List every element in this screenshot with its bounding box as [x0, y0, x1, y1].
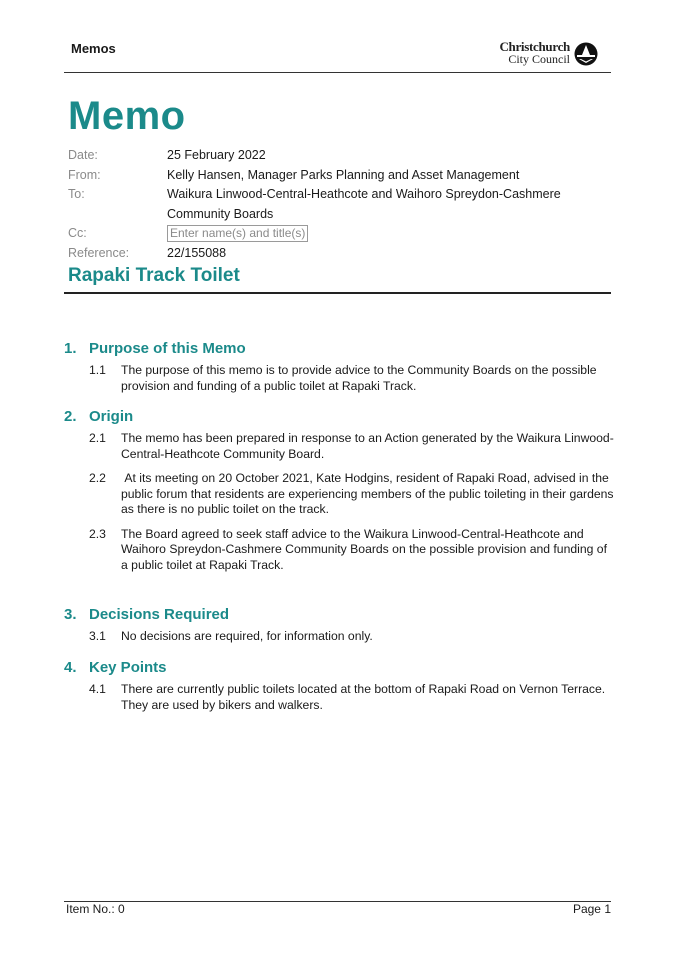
section-heading [64, 340, 614, 357]
meta-from-row [68, 166, 628, 186]
meta-date-value: 25 February 2022 [167, 148, 266, 162]
memo-subject: Rapaki Track Toilet [68, 265, 240, 286]
paragraph-text: At its meeting on 20 October 2021, Kate Hodgins, resident of Rapaki Road, advised in the public forum that residents are experiencing members of the public toileting in their gardens as there is no public toilet on the track. [121, 471, 617, 516]
paragraph-number: 2.3 [89, 526, 106, 541]
cathedral-logo-icon [574, 42, 598, 66]
paragraph-text: The purpose of this memo is to provide advice to the Community Boards on the possible provision and funding of a public toilet at Rapaki Track. [121, 363, 597, 393]
paragraph [64, 527, 614, 574]
paragraph-text: No decisions are required, for information only. [121, 629, 373, 643]
section-title: Key Points [89, 659, 167, 676]
paragraph [64, 682, 614, 713]
footer-page-number: Page 1 [572, 902, 611, 916]
logo-line-1: Christchurch [499, 39, 570, 54]
paragraph-text: There are currently public toilets located at the bottom of Rapaki Road on Vernon Terrace. They are used by bikers and walkers. [121, 682, 606, 712]
section-purpose [64, 340, 614, 394]
paragraph-number: 4.1 [89, 682, 106, 696]
meta-reference-value: 22/155088 [167, 245, 227, 260]
paragraph [64, 629, 614, 645]
meta-date-row [68, 146, 628, 166]
section-heading [64, 606, 614, 623]
section-title: Decisions Required [89, 606, 230, 623]
paragraph-text: The memo has been prepared in response to an Action generated by the Waikura Linwood-Central-Heathcote Community Board. [121, 431, 614, 461]
paragraph-number: 2.2 [89, 471, 106, 485]
paragraph-number: 3.1 [89, 629, 106, 643]
section-title: Origin [89, 408, 134, 425]
section-number: 2. [64, 408, 77, 425]
paragraph-number: 1.1 [89, 363, 106, 377]
meta-to-label: To: [68, 187, 85, 201]
section-number: 1. [64, 340, 77, 357]
section-title: Purpose of this Memo [89, 340, 246, 357]
cc-field[interactable]: Enter name(s) and title(s) [167, 225, 308, 242]
section-heading [64, 408, 614, 425]
council-logo [496, 41, 606, 69]
paragraph [64, 431, 614, 462]
section-key-points [64, 659, 614, 713]
meta-date-label: Date: [68, 148, 98, 162]
meta-to-value: Waikura Linwood-Central-Heathcote and Waihoro Spreydon-Cashmere Community Boards [167, 187, 561, 221]
meta-cc-label: Cc: [68, 226, 87, 240]
section-number: 3. [64, 606, 77, 623]
paragraph-number: 2.1 [89, 431, 106, 445]
paragraph [64, 363, 614, 394]
section-decisions [64, 606, 614, 645]
subject-rule [64, 292, 611, 294]
section-heading [64, 659, 614, 676]
header-label: Memos [71, 41, 116, 56]
meta-to-row [68, 185, 628, 224]
logo-line-2: City Council [508, 52, 570, 66]
meta-reference-label: Reference: [68, 245, 130, 260]
section-number: 4. [64, 659, 77, 676]
meta-reference-row [68, 244, 628, 264]
memo-metadata [68, 146, 628, 263]
header-rule [64, 72, 611, 73]
page-title: Memo [68, 94, 186, 138]
meta-from-value: Kelly Hansen, Manager Parks Planning and Asset Management [167, 167, 520, 182]
footer-item-number: Item No.: 0 [66, 902, 125, 916]
meta-from-label: From: [68, 167, 101, 182]
meta-cc-row [68, 224, 628, 244]
paragraph [64, 471, 617, 518]
paragraph-text: The Board agreed to seek staff advice to the Waikura Linwood-Central-Heathcote and Waihoro Spreydon-Cashmere Community Boards on the possible provision and funding of a public toilet at Rapaki Track. [121, 526, 607, 572]
footer-rule [64, 901, 611, 902]
section-origin [64, 408, 617, 573]
